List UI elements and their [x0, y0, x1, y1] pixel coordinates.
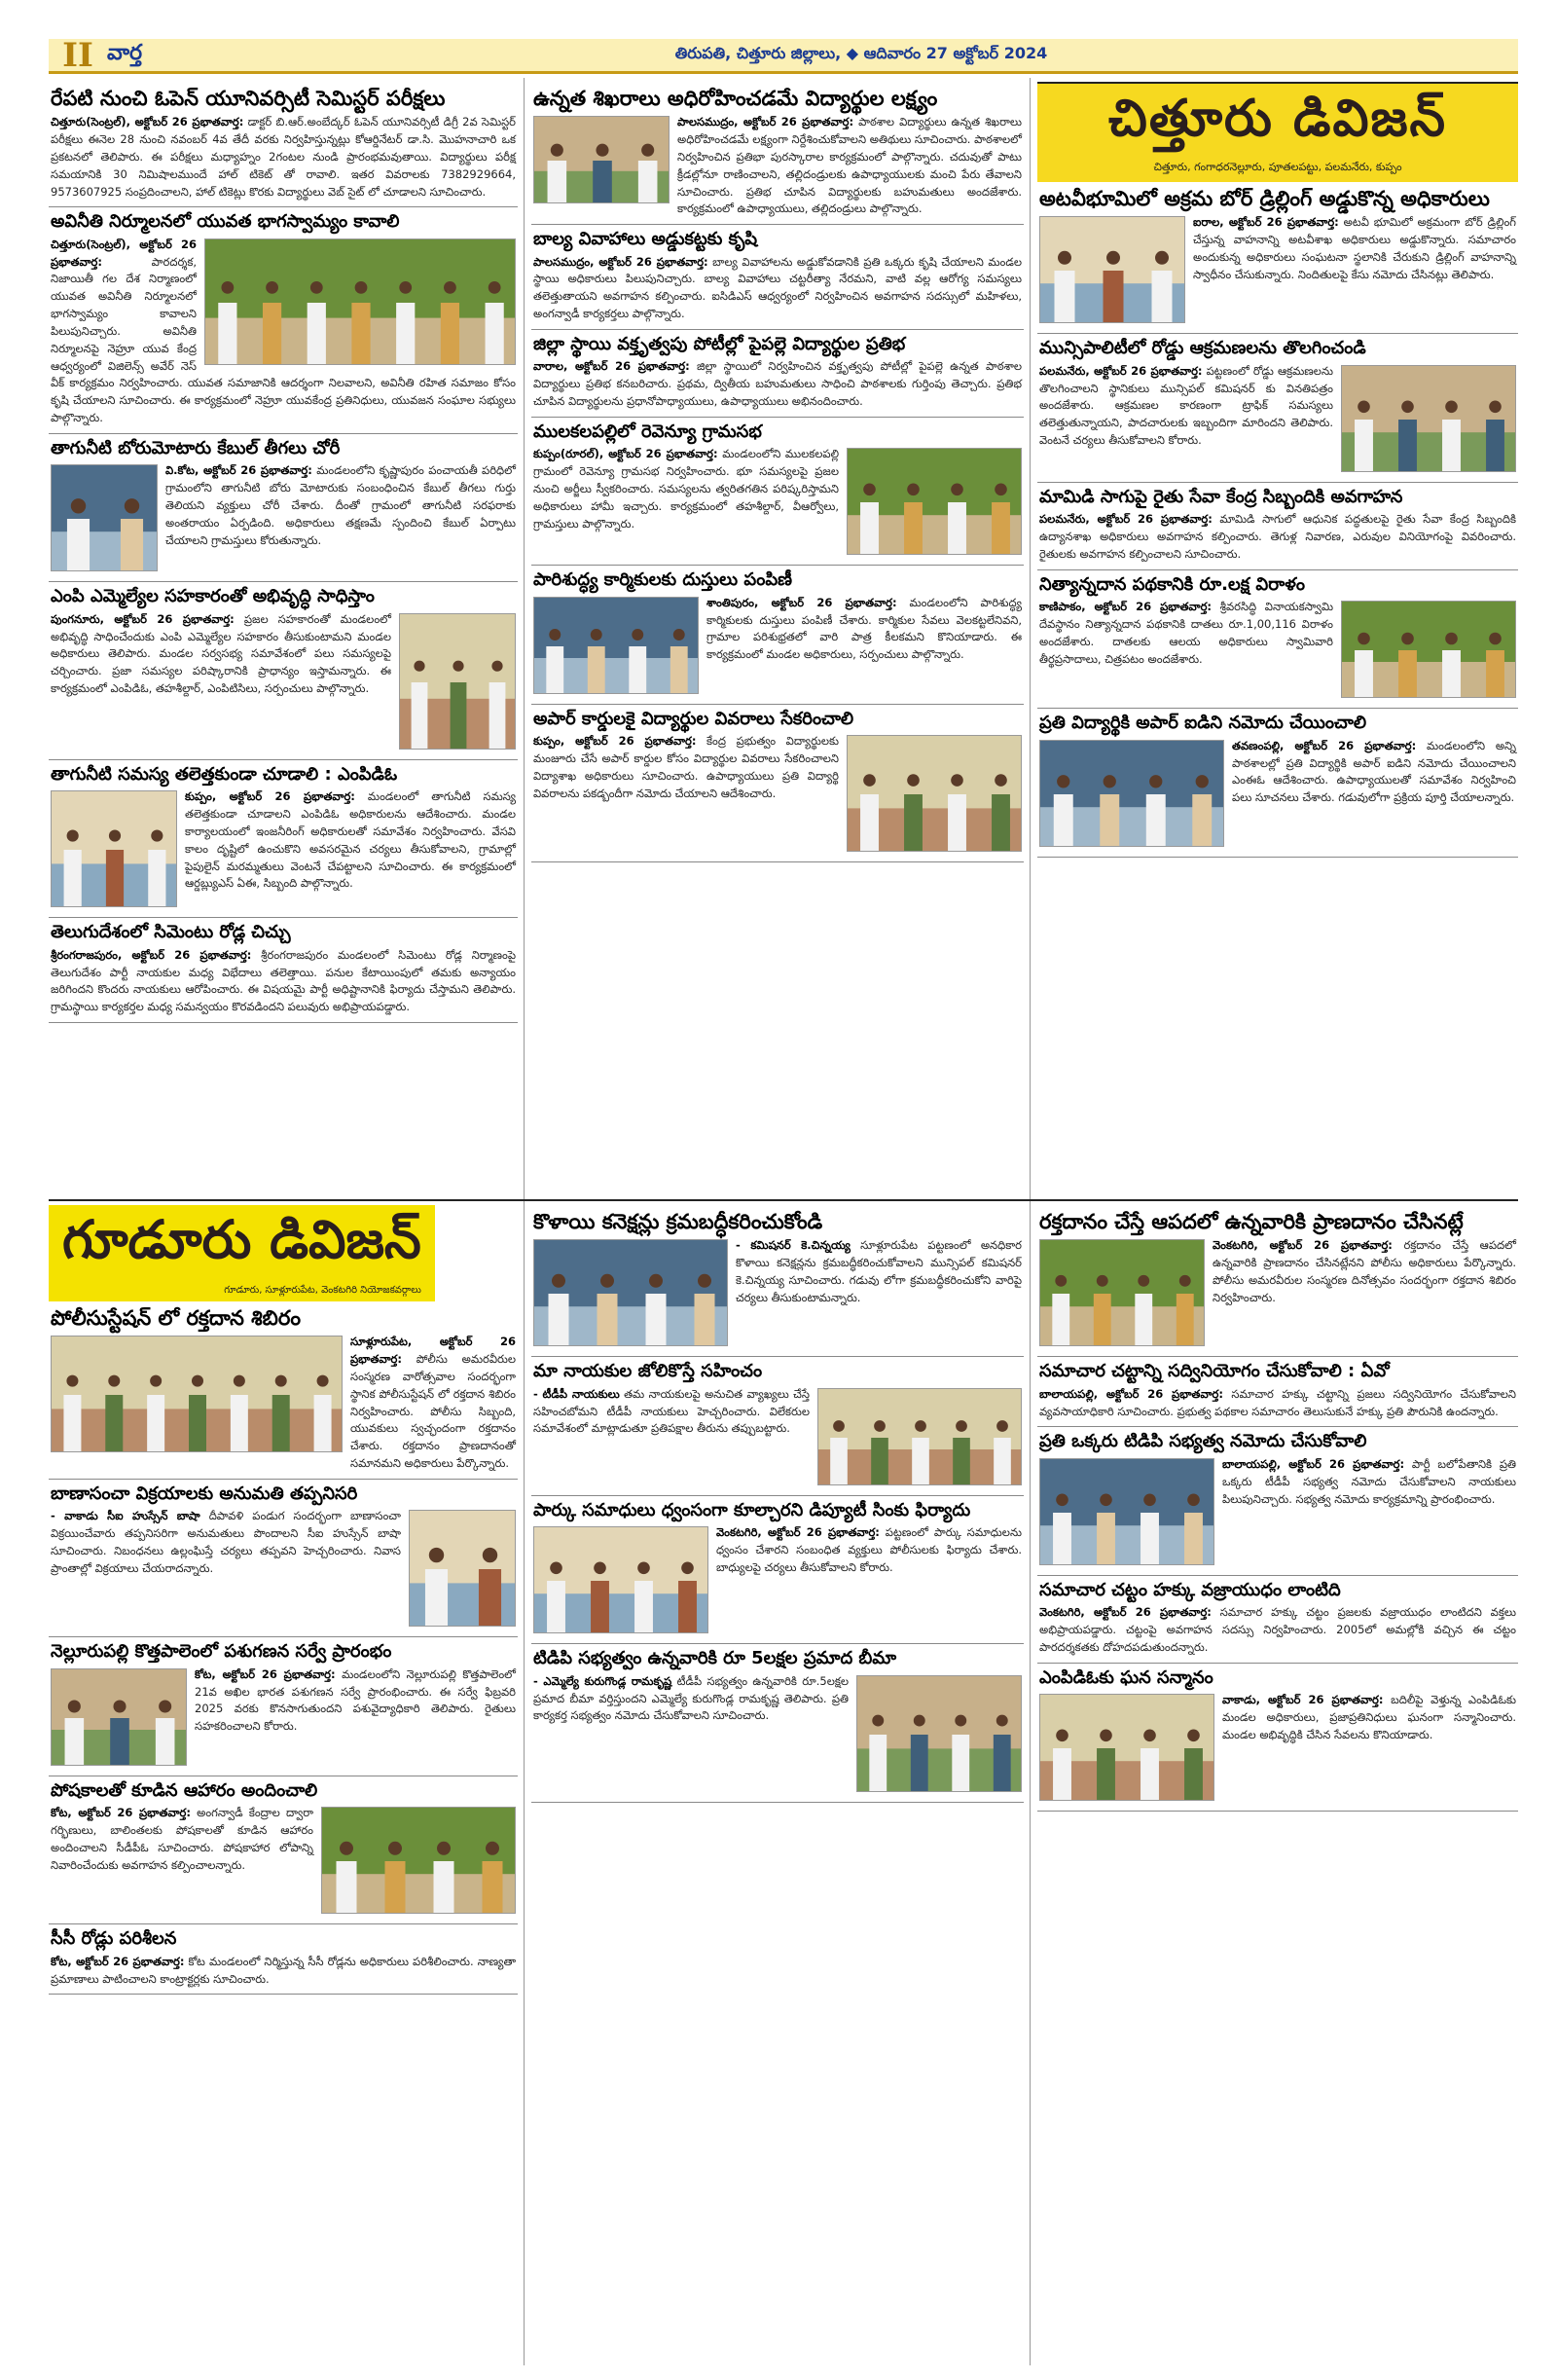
gudur-column-1-wrapper: [49, 1205, 518, 2368]
story-dateline: శ్రీరంగరాజపురం, అక్టోబర్ 26 ప్రభాతవార్త:: [51, 947, 252, 962]
story-text: పోలీసు అమరవీరుల సంస్మరణ వారోత్సవాల సందర్భంగా స్థానిక పోలీసుస్టేషన్ లో రక్తదాన శిబిరం నిర్వహించారు. పోలీసు సిబ్బంది, యువకులు స్వచ్ఛందంగా రక్తదానం చేశారు. రక్తదానం ప్రాణదానంతో సమానమని అధికారులు పేర్కొన్నారు.: [350, 1352, 516, 1470]
news-story: [1037, 1205, 1518, 1357]
story-text: మండలంలోని కృష్ణాపురం పంచాయతీ పరిధిలో గ్రామంలోని తాగునీటి బోరు మోటారుకు సంబంధించిన కేబుల్ తీగలు గుర్తు తెలియని వ్యక్తులు చోరీ చేశారు. దీంతో గ్రామంలో తాగునీటి సరఫరాకు అంతరాయం ఏర్పడింది. అధికారులు తక్షణమే స్పందించి కేబుల్ ఏర్పాటు చేయాలని గ్రామస్తులు కోరుతున్నారు.: [165, 463, 516, 547]
story-photo: [399, 613, 516, 750]
story-body: [51, 947, 516, 1016]
story-dateline: కుప్పం, అక్టోబర్ 26 ప్రభాతవార్త:: [185, 789, 355, 804]
story-text: జిల్లా స్థాయిలో నిర్వహించిన వక్తృత్వపు పోటీల్లో పైపల్లె ఉన్నత పాఠశాల విద్యార్థులు ప్రతిభ కనబరిచారు. ప్రథమ, ద్వితీయ బహుమతులు సాధించి పాఠశాలకు గుర్తింపు తెచ్చారు. ప్రతిభ చూపిన విద్యార్థులను ప్రధానోపాధ్యాయులు, ఉపాధ్యాయులు అభినందించారు.: [533, 359, 1022, 408]
story-dateline: పుంగనూరు, అక్టోబర్ 26 ప్రభాతవార్త:: [51, 611, 235, 626]
story-headline: ఎంపి ఎమ్మెల్యేల సహకారంతో అభివృద్ధి సాధిస్తాం: [51, 586, 375, 607]
story-headline: ములకలపల్లిలో రెవెన్యూ గ్రామసభ: [533, 421, 762, 442]
story-text: పట్టణంలో పార్కు సమాధులను ధ్వంసం చేశారని సంబంధిత వ్యక్తులు పోలీసులకు ఫిర్యాదు చేశారు. బాధ్యులపై చర్యలు తీసుకోవాలని కోరారు.: [716, 1525, 1022, 1574]
story-dateline: పాలసముద్రం, అక్టోబర్ 26 ప్రభాతవార్త:: [677, 115, 854, 129]
story-text: మండలంలోని పారిశుద్ధ్య కార్మికులకు దుస్తులు పంపిణీ చేశారు. కార్మికుల సేవలు వెలకట్టలేనివని, గ్రామాల పరిశుభ్రతలో వారి పాత్ర కీలకమని కొనియాడారు. ఈ కార్యక్రమంలో మండల అధికారులు, సర్పంచులు పాల్గొన్నారు.: [706, 595, 1023, 662]
news-story: [531, 330, 1024, 418]
division-subtitle: చిత్తూరు, గంగాధరనెల్లూరు, పూతలపట్టు, పలమనేరు, కుప్పం: [1153, 161, 1402, 173]
story-photo: [204, 238, 516, 365]
news-story: [49, 82, 518, 207]
division-name: చిత్తూరు డివిజన్: [1108, 90, 1447, 148]
story-dateline: కోట, అక్టోబర్ 26 ప్రభాతవార్త:: [51, 1806, 191, 1820]
story-photo: [856, 1675, 1022, 1792]
story-dateline: వెంకటగిరి, అక్టోబర్ 26 ప్రభాతవార్త:: [716, 1525, 880, 1540]
story-dateline: శాంతిపురం, అక్టోబర్ 26 ప్రభాతవార్త:: [706, 595, 897, 609]
division-subtitle: గూడూరు, సూళ్లూరుపేట, వెంకటగిరి నియోజకవర్గాలు: [224, 1285, 421, 1296]
story-dateline: వాకాడు, అక్టోబర్ 26 ప్రభాతవార్త:: [1222, 1693, 1384, 1707]
column-3: [1037, 182, 1518, 858]
story-headline: తాగునీటి బోరుమోటారు కేబుల్ తీగలు చోరీ: [51, 437, 341, 458]
story-dateline: పలమనేరు, అక్టోబర్ 26 ప్రభాతవార్త:: [1039, 363, 1203, 378]
story-photo: [51, 464, 158, 571]
column-2: [531, 82, 1024, 1196]
story-body: [533, 358, 1022, 410]
story-text: పారదర్శక, నిజాయితీ గల దేశ నిర్మాణంలో యువత అవినీతి నిర్మూలనలో భాగస్వామ్యం కావాలని పిలుపునిచ్చారు. అవినీతి నిర్మూలనపై నెహ్రూ యువ కేంద్ర ఆధ్వర్యంలో విజిలెన్స్ అవేర్ నెస్ వీక్ కార్యక్రమం నిర్వహించారు. యువత సమాజానికి ఆదర్శంగా నిలవాలని, అవినీతి రహిత సమాజం కోసం కృషి చేయాలని సూచించారు. ఈ కార్యక్రమంలో నెహ్రూ యువకేంద్ర ప్రతినిధులు, యువజన సంఘాల సభ్యులు పాల్గొన్నారు.: [51, 254, 516, 424]
division-name: గూడూరు డివిజన్: [62, 1209, 421, 1270]
news-story: [531, 705, 1024, 863]
news-story: [1037, 1664, 1518, 1812]
chittoor-division-banner: [1037, 82, 1518, 182]
masthead: [49, 35, 1518, 75]
column-1: [49, 82, 518, 1196]
news-story: [531, 1644, 1024, 1803]
story-photo: [321, 1807, 516, 1914]
story-dateline: కాణిపాకం, అక్టోబర్ 26 ప్రభాతవార్త:: [1039, 600, 1213, 614]
story-headline: మామిడి సాగుపై రైతు సేవా కేంద్ర సిబ్బందికి అవగాహన: [1039, 486, 1403, 507]
story-text: పట్టణంలో రోడ్డు ఆక్రమణలను తొలగించాలని స్థానికులు మున్సిపల్ కమిషనర్ కు వినతిపత్రం అందజేశారు. ఆక్రమణల కారణంగా ట్రాఫిక్ సమస్యలు తలెత్తుతున్నాయని, పాదచారులకు ఇబ్బందిగా మారిందని తెలిపారు. వెంటనే చర్యలు తీసుకోవాలని కోరారు.: [1039, 363, 1333, 447]
news-story: [1037, 1427, 1518, 1576]
gudur-column-1: [49, 1301, 518, 1995]
story-headline: ప్రతి ఒక్కరు టిడిపి సభ్యత్వ నమోదు చేసుకోవాలి: [1039, 1431, 1367, 1452]
story-dateline: కోట, అక్టోబర్ 26 ప్రభాతవార్త:: [195, 1666, 336, 1681]
story-dateline: - టీడీపీ నాయకులు: [533, 1386, 620, 1401]
story-body: [1039, 1604, 1516, 1656]
story-text: శ్రీరంగరాజపురం మండలంలో సిమెంటు రోడ్ల నిర్మాణంపై తెలుగుదేశం పార్టీ నాయకుల మధ్య విభేదాలు తలెత్తాయి. పనుల కేటాయింపులో తమకు అన్యాయం జరిగిందని కొందరు నాయకులు ఆరోపించారు. ఈ విషయమై పార్టీ అధిష్టానానికి ఫిర్యాదు చేస్తామని తెలిపారు. గ్రామస్థాయి కార్యకర్తల మధ్య సమన్వయం కొరవడిందని పలువురు అభిప్రాయపడ్డారు.: [51, 947, 516, 1014]
story-headline: రక్తదానం చేస్తే ఆపదలో ఉన్నవారికి ప్రాణదానం చేసినట్లే: [1039, 1210, 1464, 1233]
story-text: సమాచార హక్కు చట్టాన్ని ప్రజలు సద్వినియోగం చేసుకోవాలని వ్యవసాయాధికారి సూచించారు. ప్రభుత్వ పథకాల సమాచారం తెలుసుకునే హక్కు ప్రతి పౌరునికి ఉందన్నారు.: [1039, 1386, 1517, 1418]
story-text: బదిలీపై వెళ్తున్న ఎంపిడిఓకు మండల అధికారులు, ప్రజాప్రతినిధులు ఘనంగా సన్మానించారు. మండల అభివృద్ధికి చేసిన సేవలను కొనియాడారు.: [1222, 1693, 1517, 1741]
dateline: తిరుపతి, చిత్తూరు జిల్లాలు, ◆ ఆదివారం 27 అక్టోబర్ 2024: [674, 44, 1048, 62]
news-story: [1037, 1357, 1518, 1427]
news-story: [49, 434, 518, 583]
gudur-column-3: [1037, 1205, 1518, 2368]
story-photo: [1341, 365, 1516, 472]
story-headline: బాణాసంచా విక్రయాలకు అనుమతి తప్పనిసరి: [51, 1483, 358, 1504]
story-headline: పోషకాలతో కూడిన ఆహారం అందించాలి: [51, 1779, 318, 1801]
story-text: శ్రీవరసిద్ధి వినాయకస్వామి దేవస్థానం నిత్యాన్నదాన పథకానికి దాతలు రూ.1,00,116 విరాళం అందజేశారు. దాతలకు ఆలయ అధికారులు స్వామివారి తీర్థప్రసాదాలు, చిత్రపటం అందజేశారు.: [1039, 600, 1334, 666]
story-headline: మా నాయకుల జోలికొస్తే సహించం: [533, 1361, 763, 1382]
story-photo: [51, 1336, 343, 1452]
news-story: [531, 418, 1024, 567]
story-text: సూళ్లూరుపేట పట్టణంలో అనధికార కొళాయి కనెక్షన్లను క్రమబద్ధీకరించుకోవాలని మున్సిపల్ కమిషనర్ కె.చిన్నయ్య సూచించారు. గడువు లోగా క్రమబద్ధీకరించుకోని వారిపై చర్యలు తీసుకుంటామన్నారు.: [736, 1238, 1023, 1304]
story-text: కేంద్ర ప్రభుత్వం విద్యార్థులకు మంజూరు చేసే అపార్ కార్డుల కోసం విద్యార్థుల వివరాలు సేకరించాలని విద్యాశాఖ అధికారులు సూచించారు. ఉపాధ్యాయులు ప్రతి విద్యార్థి వివరాలను పకడ్బందీగా నమోదు చేయాలని ఆదేశించారు.: [533, 734, 839, 800]
news-story: [531, 82, 1024, 225]
story-photo: [409, 1510, 516, 1627]
news-story: [1037, 1576, 1518, 1664]
story-text: కోట మండలంలో నిర్మిస్తున్న సీసీ రోడ్లను అధికారులు పరిశీలించారు. నాణ్యతా ప్రమాణాలు పాటించాలని కాంట్రాక్టర్లకు సూచించారు.: [51, 1954, 517, 1986]
news-story: [49, 1924, 518, 1995]
story-dateline: ఐరాల, అక్టోబర్ 26 ప్రభాతవార్త:: [1193, 215, 1339, 230]
story-text: మండలంలోని ములకలపల్లి గ్రామంలో రెవెన్యూ గ్రామసభ నిర్వహించారు. భూ సమస్యలపై ప్రజల నుంచి అర్జీలు స్వీకరించారు. సమస్యలను త్వరితగతిన పరిష్కరిస్తామని అధికారులు హామీ ఇచ్చారు. కార్యక్రమంలో తహశీల్దార్, వీఆర్వోలు, గ్రామస్తులు పాల్గొన్నారు.: [533, 447, 839, 531]
news-story: [531, 1205, 1024, 1357]
story-headline: అటవీభూమిలో అక్రమ బోర్ డ్రిల్లింగ్ అడ్డుకొన్న అధికారులు: [1039, 187, 1490, 210]
story-headline: సీసీ రోడ్లు పరిశీలన: [51, 1928, 177, 1950]
gudur-division-banner: [49, 1205, 435, 1301]
news-story: [49, 1637, 518, 1776]
news-story: [49, 582, 518, 760]
column-3-wrapper: [1037, 82, 1518, 1196]
story-photo: [533, 1239, 728, 1346]
story-photo: [51, 790, 177, 907]
story-headline: సమాచార చట్టం హక్కు వజ్రాయుధం లాంటిది: [1039, 1579, 1341, 1600]
story-text: అటవీ భూమిలో అక్రమంగా బోర్ డ్రిల్లింగ్ చేస్తున్న వాహనాన్ని అటవీశాఖ అధికారులు అడ్డుకొన్నారు. సమాచారం అందుకున్న అధికారులు సంఘటనా స్థలానికి చేరుకుని డ్రిల్లింగ్ వాహనాన్ని స్వాధీనం చేసుకున్నారు. నిందితులపై కేసు నమోదు చేసినట్లు తెలిపారు.: [1193, 215, 1516, 281]
story-dateline: కుప్పం, అక్టోబర్ 26 ప్రభాతవార్త:: [533, 734, 697, 749]
story-dateline: వి.కోట, అక్టోబర్ 26 ప్రభాతవార్త:: [165, 463, 312, 478]
story-dateline: కోట, అక్టోబర్ 26 ప్రభాతవార్త:: [51, 1954, 185, 1968]
story-text: పార్టీ బలోపేతానికి ప్రతి ఒక్కరు టీడీపీ సభ్యత్వ నమోదు చేసుకోవాలని నాయకులు పిలుపునిచ్చారు. సభ్యత్వ నమోదు కార్యక్రమాన్ని ప్రారంభించారు.: [1222, 1456, 1517, 1506]
news-story: [1037, 182, 1518, 334]
story-photo: [533, 1526, 708, 1633]
gudur-column-2: [531, 1205, 1024, 2368]
story-photo: [1341, 601, 1516, 698]
story-photo: [533, 597, 699, 694]
story-photo: [847, 735, 1022, 852]
story-body: [1039, 1386, 1516, 1421]
story-dateline: పలమనేరు, అక్టోబర్ 26 ప్రభాతవార్త:: [1039, 512, 1213, 527]
news-story: [49, 760, 518, 919]
story-photo: [533, 116, 670, 203]
story-text: రక్తదానం చేస్తే ఆపదలో ఉన్నవారికి ప్రాణదానం చేసినట్లేనని పోలీసు అధికారులు పేర్కొన్నారు. పోలీసు అమరవీరుల సంస్మరణ దినోత్సవం సందర్భంగా రక్తదాన శిబిరం నిర్వహించారు.: [1213, 1238, 1516, 1304]
news-story: [1037, 709, 1518, 858]
story-headline: మున్సిపాలిటీలో రోడ్డు ఆక్రమణలను తొలగించండి: [1039, 338, 1366, 359]
story-dateline: వెంకటగిరి, అక్టోబర్ 26 ప్రభాతవార్త:: [1213, 1238, 1393, 1253]
story-headline: కొళాయి కనెక్షన్లు క్రమబద్ధీకరించుకోండి: [533, 1210, 823, 1233]
story-body: [51, 1954, 516, 1989]
story-headline: తాగునీటి సమస్య తలెత్తకుండా చూడాలి : ఎంపిడిఓ: [51, 763, 398, 785]
story-dateline: తవణంపల్లి, అక్టోబర్ 26 ప్రభాతవార్త:: [1232, 738, 1417, 752]
story-dateline: వారాల, అక్టోబర్ 26 ప్రభాతవార్త:: [533, 359, 690, 374]
story-photo: [1039, 216, 1185, 323]
story-headline: ఎంపిడిఓకు ఘన సన్మానం: [1039, 1666, 1213, 1688]
story-dateline: - కమిషనర్ కె.చిన్నయ్య: [736, 1238, 851, 1253]
newspaper-brand: వార్త: [107, 40, 143, 65]
story-text: బాల్య వివాహాలను అడ్డుకోవడానికి ప్రతి ఒక్కరు కృషి చేయాలని మండల స్థాయి అధికారులు పిలుపునిచ్చారు. బాల్య వివాహాలు చట్టరీత్యా నేరమని, వాటి వల్ల ఆరోగ్య సమస్యలు తలెత్తుతాయని అవగాహన కల్పించారు. ఐసిడిఎస్ ఆధ్వర్యంలో నిర్వహించిన అవగాహన సదస్సులో మహిళలు, అంగన్వాడీ కార్యకర్తలు పాల్గొన్నారు.: [533, 254, 1023, 321]
story-headline: టిడిపి సభ్యత్వం ఉన్నవారికి రూ 5లక్షల ప్రమాద బీమా: [533, 1648, 897, 1669]
story-photo: [1039, 1239, 1205, 1346]
story-photo: [847, 448, 1022, 555]
story-headline: పోలీసుస్టేషన్ లో రక్తదాన శిబిరం: [51, 1306, 301, 1330]
story-text: మండలంలోని అన్ని పాఠశాలల్లో ప్రతి విద్యార్థికి అపార్ ఐడిని నమోదు చేయించాలని ఎంఈఓ ఆదేశించారు. ఉపాధ్యాయులతో సమావేశం నిర్వహించి పలు సూచనలు చేశారు. గడువులోగా ప్రక్రియ పూర్తి చేయాలన్నారు.: [1232, 738, 1517, 805]
news-story: [531, 225, 1024, 330]
page-number: II: [62, 35, 93, 75]
story-headline: అపార్ కార్డులకై విద్యార్థుల వివరాలు సేకరించాలి: [533, 708, 854, 729]
story-photo: [1039, 1694, 1214, 1801]
story-text: పాఠశాల విద్యార్థులు ఉన్నత శిఖరాలు అధిరోహించడమే లక్ష్యంగా నిర్దేశించుకోవాలని అతిథులు సూచించారు. పాఠశాలలో నిర్వహించిన ప్రతిభా పురస్కారాల కార్యక్రమంలో పాల్గొన్నారు. చదువుతో పాటు క్రీడల్లోనూ రాణించాలని, తల్లిదండ్రులకు ఉపాధ్యాయులకు మంచి పేరు తేవాలని సూచించారు. ప్రతిభ చూపిన విద్యార్థులకు బహుమతులు అందజేశారు. కార్యక్రమంలో ఉపాధ్యాయులు, తల్లిదండ్రులు పాల్గొన్నారు.: [677, 115, 1022, 216]
story-headline: ప్రతి విద్యార్థికి అపార్ ఐడిని నమోదు చేయించాలి: [1039, 713, 1367, 734]
story-dateline: సూళ్లూరుపేట, అక్టోబర్ 26 ప్రభాతవార్త:: [350, 1335, 516, 1367]
news-story: [531, 1357, 1024, 1496]
story-headline: నిత్యాన్నదాన పథకానికి రూ.లక్ష విరాళం: [1039, 573, 1306, 595]
story-dateline: బాలాయపల్లి, అక్టోబర్ 26 ప్రభాతవార్త:: [1039, 1386, 1223, 1401]
story-photo: [1039, 740, 1224, 847]
news-story: [1037, 570, 1518, 710]
story-dateline: పాలసముద్రం, అక్టోబర్ 26 ప్రభాతవార్త:: [533, 254, 708, 269]
story-body: [533, 254, 1022, 323]
story-headline: తెలుగుదేశంలో సిమెంటు రోడ్ల చిచ్చు: [51, 922, 291, 943]
story-text: టీడీపీ సభ్యత్వం ఉన్నవారికి రూ.5లక్షల ప్రమాద బీమా వర్తిస్తుందని ఎమ్మెల్యే కురుగొండ్ల రామకృష్ణ తెలిపారు. ప్రతి కార్యకర్త సభ్యత్వం నమోదు చేసుకోవాలని సూచించారు.: [533, 1673, 850, 1723]
news-story: [49, 207, 518, 433]
news-story: [531, 1496, 1024, 1645]
news-story: [49, 918, 518, 1023]
story-dateline: బాలాయపల్లి, అక్టోబర్ 26 ప్రభాతవార్త:: [1222, 1456, 1405, 1471]
story-body: [51, 114, 516, 201]
story-text: దీపావళి పండుగ సందర్భంగా బాణాసంచా విక్రయించేవారు తప్పనిసరిగా అనుమతులు పొందాలని సీఐ హుస్సేన్ బాషా సూచించారు. నిబంధనలు ఉల్లంఘిస్తే చర్యలు తప్పవని హెచ్చరించారు. నివాస ప్రాంతాల్లో విక్రయాలు చేయరాదన్నారు.: [51, 1509, 401, 1575]
story-headline: జిల్లా స్థాయి వక్తృత్వపు పోటీల్లో పైపల్లె విద్యార్థుల ప్రతిభ: [533, 333, 906, 354]
story-text: డాక్టర్ బి.ఆర్.అంబేద్కర్ ఓపెన్ యూనివర్సిటీ డిగ్రీ 2వ సెమిస్టర్ పరీక్షలు ఈనెల 28 నుంచి నవంబర్ 4వ తేదీ వరకు నిర్వహిస్తున్నట్లు కోఆర్డినేటర్ డా.సి. మొహనాచారి ఒక ప్రకటనలో తెలిపారు. ఈ పరీక్షలు మధ్యాహ్నం 2గంటల నుండి ప్రారంభమవుతాయి. విద్యార్థులు పరీక్ష సమయానికి 30 నిమిషాలముందే హాల్ టికెట్ తో రావాలి. ఇతర వివరాలకు 7382929664, 9573607925 సంప్రదించాలని, హాల్ టికెట్లు కొరకు విద్యార్థులు వెబ్ సైట్ లో చూడాలని సూచించారు.: [51, 115, 517, 199]
story-dateline: వెంకటగిరి, అక్టోబర్ 26 ప్రభాతవార్త:: [1039, 1605, 1212, 1620]
story-headline: పారిశుద్ధ్య కార్మికులకు దుస్తులు పంపిణీ: [533, 569, 793, 591]
story-text: సమాచార హక్కు చట్టం ప్రజలకు వజ్రాయుధం లాంటిదని వక్తలు అభిప్రాయపడ్డారు. చట్టంపై అవగాహన సదస్సు నిర్వహించారు. 2005లో అమల్లోకి వచ్చిన ఈ చట్టం పారదర్శకతకు దోహదపడుతుందన్నారు.: [1039, 1605, 1516, 1654]
story-dateline: - ఎమ్మెల్యే కురుగొండ్ల రామకృష్ణ: [533, 1673, 672, 1688]
story-headline: బాల్య వివాహాలు అడ్డుకట్టకు కృషి: [533, 229, 758, 250]
story-headline: సమాచార చట్టాన్ని సద్వినియోగం చేసుకోవాలి : ఏవో: [1039, 1361, 1390, 1382]
news-story: [49, 1480, 518, 1638]
story-dateline: కుప్పం(రూరల్), అక్టోబర్ 26 ప్రభాతవార్త:: [533, 447, 718, 461]
story-photo: [51, 1668, 187, 1766]
story-photo: [1039, 1458, 1214, 1565]
story-headline: నెల్లూరుపల్లి కొత్తపాలెంలో పశుగణన సర్వే ప్రారంభం: [51, 1641, 392, 1663]
story-text: తమ నాయకులపై అనుచిత వ్యాఖ్యలు చేస్తే సహించబోమని టీడీపీ నాయకులు హెచ్చరించారు. విలేకరుల సమావేశంలో మాట్లాడుతూ ప్రతిపక్షాల తీరును తప్పుబట్టారు.: [533, 1386, 810, 1436]
news-story: [531, 566, 1024, 705]
story-text: ప్రజల సహకారంతో మండలంలో అభివృద్ధి సాధించేందుకు ఎంపి ఎమ్మెల్యేల సహకారం తీసుకుంటామని మండల అధికారులు తెలిపారు. మండల సర్వసభ్య సమావేశంలో పలు సమస్యలపై చర్చించారు. ప్రజా సమస్యల పరిష్కారానికి ప్రాధాన్యం ఇస్తామన్నారు. ఈ కార్యక్రమంలో ఎంపిడిఓ, తహశీల్దార్, ఎంపిటిసిలు, సర్పంచులు పాల్గొన్నారు.: [51, 611, 392, 695]
story-dateline: చిత్తూరు(సెంట్రల్), అక్టోబర్ 26 ప్రభాతవార్త:: [51, 115, 244, 129]
story-text: అంగన్వాడీ కేంద్రాల ద్వారా గర్భిణులు, బాలింతలకు పోషకాలతో కూడిన ఆహారం అందించాలని సీడీపీఓ సూచించారు. పోషకాహార లోపాన్ని నివారించేందుకు అవగాహన కల్పించాలన్నారు.: [51, 1806, 313, 1872]
story-dateline: చిత్తూరు(సెంట్రల్), అక్టోబర్ 26 ప్రభాతవార్త:: [51, 237, 197, 269]
story-headline: అవినీతి నిర్మూలనలో యువత భాగస్వామ్యం కావాలి: [51, 211, 400, 233]
news-story: [1037, 334, 1518, 483]
story-body: [1039, 511, 1516, 563]
news-story: [49, 1776, 518, 1925]
story-headline: రేపటి నుంచి ఓపెన్ యూనివర్సిటీ సెమిస్టర్ పరీక్షలు: [51, 87, 446, 110]
story-text: మండలంలోని నెల్లూరుపల్లి కొత్తపాలెంలో 21వ అఖిల భారత పశుగణన సర్వే ప్రారంభించారు. ఈ సర్వే ఫిబ్రవరి 2025 వరకు కొనసాగుతుందని పశువైద్యాధికారి తెలిపారు. రైతులు సహకరించాలని కోరారు.: [195, 1666, 516, 1734]
story-headline: పార్కు సమాధులు ధ్వంసంగా కూల్చారని డిప్యూటీ సింకు ఫిర్యాదు: [533, 1499, 971, 1520]
news-story: [49, 1301, 518, 1480]
story-text: మామిడి సాగులో ఆధునిక పద్ధతులపై రైతు సేవా కేంద్ర సిబ్బందికి ఉద్యానశాఖ అధికారులు అవగాహన కల్పించారు. తెగుళ్ల నివారణ, ఎరువుల వినియోగంపై వివరించారు. రైతులకు అవగాహన కల్పించాలని సూచించారు.: [1039, 512, 1517, 561]
story-photo: [817, 1388, 1022, 1485]
news-story: [1037, 483, 1518, 570]
story-headline: ఉన్నత శిఖరాలు అధిరోహించడమే విద్యార్థుల లక్ష్యం: [533, 87, 938, 110]
story-text: మండలంలో తాగునీటి సమస్య తలెత్తకుండా చూడాలని ఎంపిడిఓ అధికారులను ఆదేశించారు. మండల కార్యాలయంలో ఇంజనీరింగ్ అధికారులతో సమావేశం నిర్వహించారు. వేసవి కాలం దృష్టిలో ఉంచుకొని అవసరమైన చర్యలు తీసుకోవాలని, గ్రామాల్లో పైపులైన్ మరమ్మతులు వెంటనే చేపట్టాలని సూచించారు. ఈ కార్యక్రమంలో ఆర్డబ్ల్యుఎస్ ఏఈ, సిబ్బంది పాల్గొన్నారు.: [185, 789, 516, 891]
story-dateline: - వాకాడు సీఐ హుస్సేన్ బాషా: [51, 1509, 200, 1523]
